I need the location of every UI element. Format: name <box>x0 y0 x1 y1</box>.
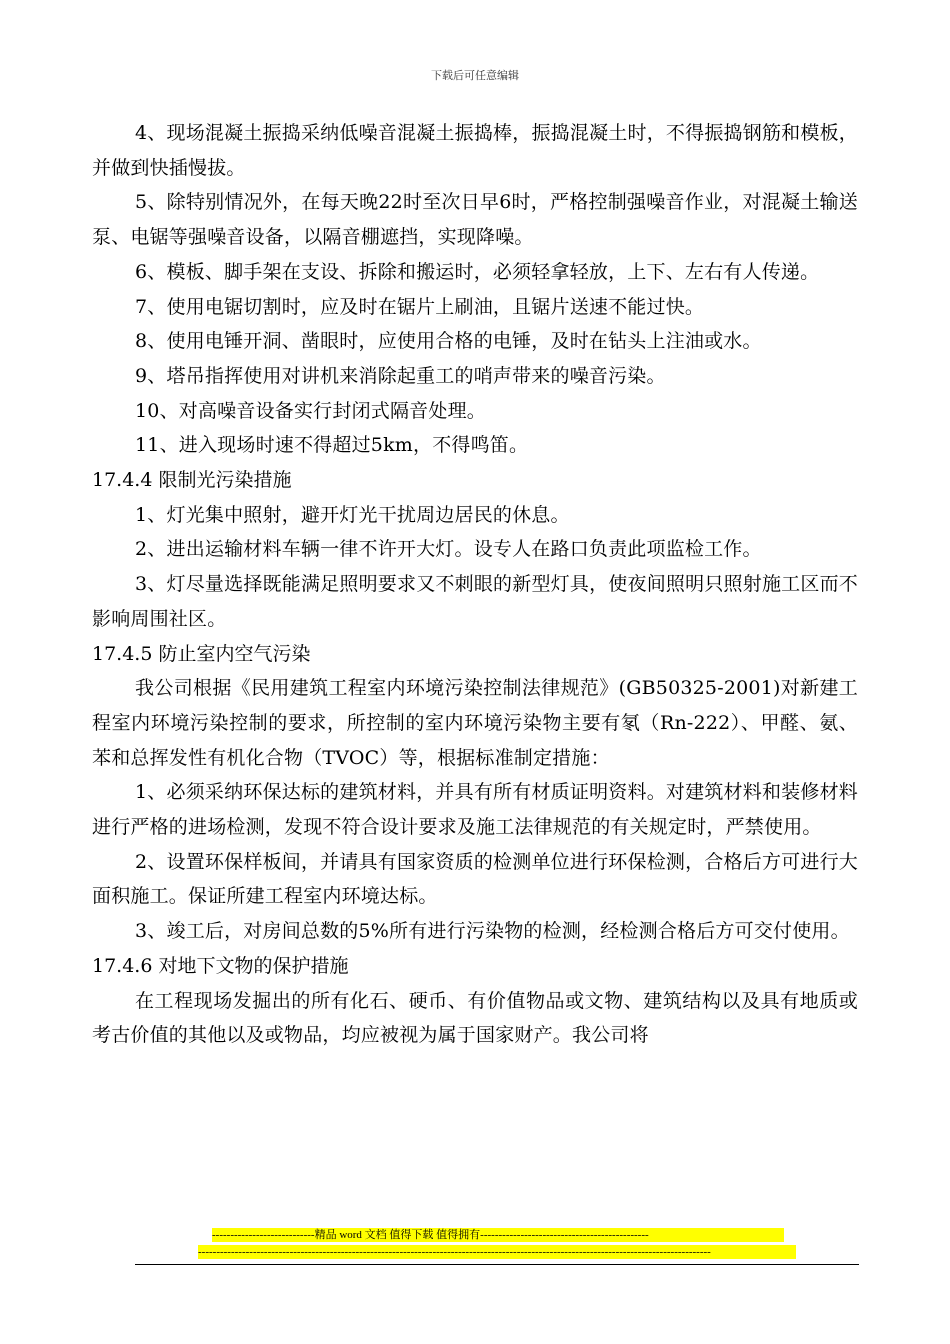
paragraph: 4、现场混凝土振捣采纳低噪音混凝土振捣棒，振捣混凝土时，不得振捣钢筋和模板，并做到快插慢拔。 <box>92 122 858 179</box>
paragraph: 在工程现场发掘出的所有化石、硬币、有价值物品或文物、建筑结构以及具有地质或考古价值的其他以及或物品，均应被视为属于国家财产。我公司将 <box>92 989 858 1047</box>
section-heading: 17.4.5 防止室内空气污染 <box>92 642 311 665</box>
paragraph: 6、模板、脚手架在支设、拆除和搬运时，必须轻拿轻放，上下、左右有人传递。 <box>135 260 820 283</box>
paragraph: 1、灯光集中照射，避开灯光干扰周边居民的休息。 <box>135 503 570 526</box>
paragraph: 2、设置环保样板间，并请具有国家资质的检测单位进行环保检测，合格后方可进行大面积施工。保证所建工程室内环境达标。 <box>92 850 858 908</box>
footer-rule <box>135 1264 859 1265</box>
paragraph: 8、使用电锤开洞、凿眼时，应使用合格的电锤，及时在钻头上注油或水。 <box>135 330 762 353</box>
paragraph: 3、竣工后，对房间总数的5%所有进行污染物的检测，经检测合格后方可交付使用。 <box>135 920 850 943</box>
paragraph: 10、对高噪音设备实行封闭式隔音处理。 <box>135 399 486 422</box>
document-body <box>92 116 858 1053</box>
paragraph: 3、灯尽量选择既能满足照明要求又不刺眼的新型灯具，使夜间照明只照射施工区而不影响周围社区。 <box>92 573 858 630</box>
paragraph: 11、进入现场时速不得超过5km，不得鸣笛。 <box>135 434 529 457</box>
page-header: 下载后可任意编辑 <box>431 69 519 82</box>
paragraph: 7、使用电锯切割时，应及时在锯片上刷油，且锯片送速不能过快。 <box>135 295 705 318</box>
section-heading: 17.4.6 对地下文物的保护措施 <box>92 954 349 977</box>
section-heading: 17.4.4 限制光污染措施 <box>92 469 292 492</box>
footer-banner: ----------------------------精品 word 文档 值得下载 值得拥有---------------------------------------------- <box>212 1228 784 1242</box>
paragraph: 2、进出运输材料车辆一律不许开大灯。设专人在路口负责此项监检工作。 <box>135 538 762 561</box>
paragraph: 9、塔吊指挥使用对讲机来消除起重工的哨声带来的噪音污染。 <box>135 364 666 387</box>
paragraph: 5、除特别情况外，在每天晚22时至次日早6时，严格控制强噪音作业，对混凝土输送泵、电锯等强噪音设备，以隔音棚遮挡，实现降噪。 <box>92 191 858 249</box>
footer-dashes: -------------------------------------------------------------------------------------------------------------------------------------------- <box>198 1245 796 1259</box>
paragraph: 我公司根据《民用建筑工程室内环境污染控制法律规范》(GB50325-2001)对新建工程室内环境污染控制的要求，所控制的室内环境污染物主要有氡（Rn-222）、甲醛、氨、苯和总挥发性有机化合物（TVOC）等，根据标准制定措施： <box>92 677 858 769</box>
paragraph: 1、必须采纳环保达标的建筑材料，并具有所有材质证明资料。对建筑材料和装修材料进行严格的进场检测，发现不符合设计要求及施工法律规范的有关规定时，严禁使用。 <box>92 781 858 839</box>
